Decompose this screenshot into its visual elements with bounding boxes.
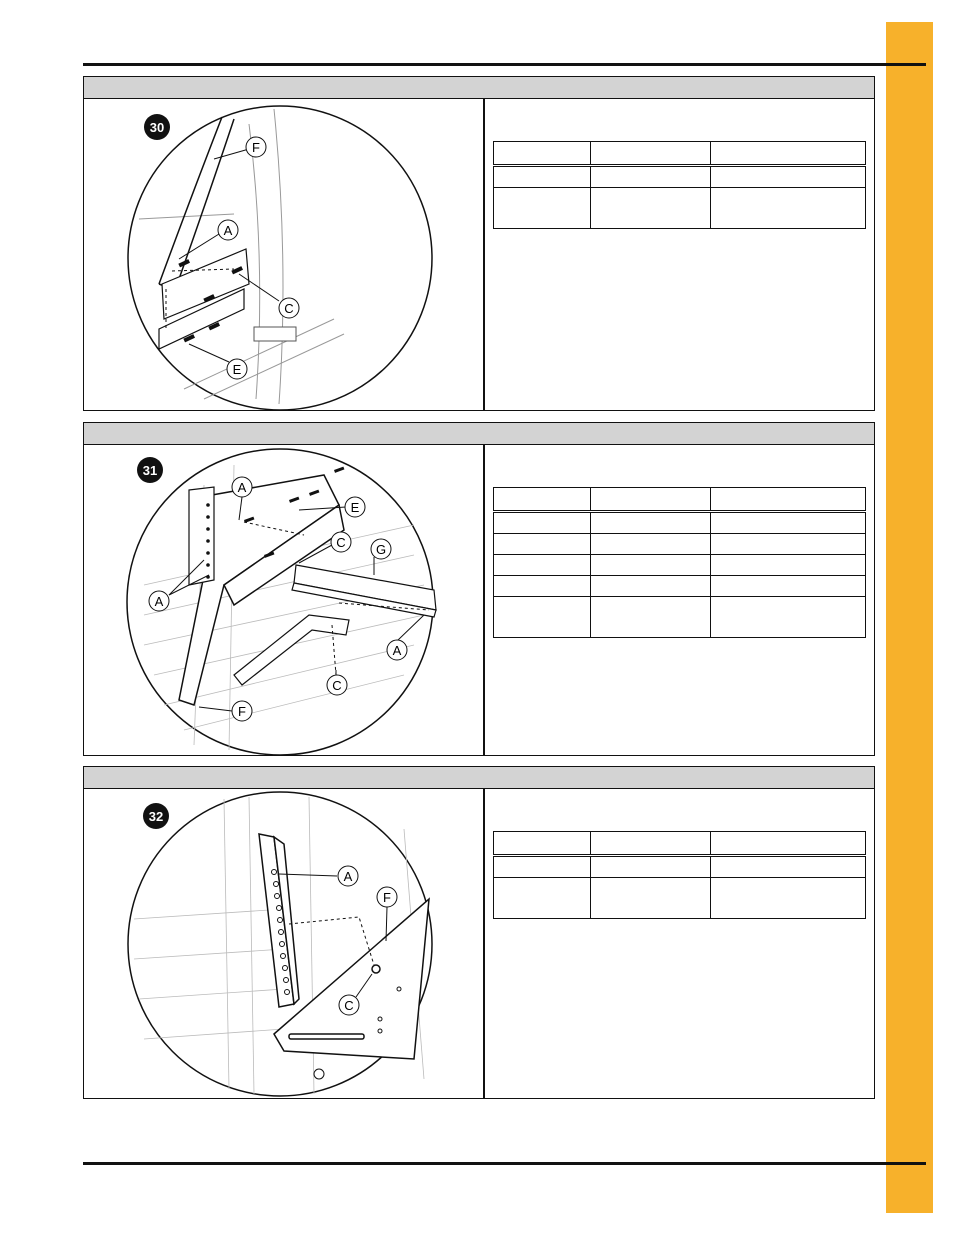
table-header-row [494, 488, 866, 512]
table-row [494, 576, 866, 597]
svg-text:C: C [336, 535, 346, 550]
svg-text:A: A [237, 480, 247, 495]
panel-divider [483, 788, 485, 1098]
svg-text:E: E [350, 500, 360, 515]
svg-text:E: E [232, 362, 242, 377]
step-panel-31 [83, 422, 875, 756]
svg-text:A: A [343, 869, 353, 884]
step-number-badge [144, 114, 170, 140]
svg-text:F: F [252, 140, 260, 155]
svg-text:C: C [344, 998, 354, 1013]
table-row [494, 188, 866, 229]
panel-header [84, 423, 874, 445]
table-row [494, 166, 866, 188]
clip [254, 327, 296, 341]
table-row [494, 555, 866, 576]
svg-text:31: 31 [142, 463, 158, 478]
table-row [494, 597, 866, 638]
svg-text:A: A [392, 643, 402, 658]
upright-e [189, 487, 214, 585]
svg-text:32: 32 [148, 809, 164, 824]
bottom-rule [83, 1162, 926, 1165]
table-row [494, 878, 866, 919]
chapter-side-tab [886, 22, 933, 1213]
step-figure-32 [84, 789, 483, 1101]
step-figure-30 [84, 99, 483, 411]
parts-table [493, 141, 866, 229]
step-panel-30 [83, 76, 875, 411]
svg-text:30: 30 [149, 120, 165, 135]
step-number-badge [137, 457, 163, 483]
detail-circle [128, 106, 432, 410]
table-row [494, 856, 866, 878]
step-number-badge [143, 803, 169, 829]
table-row [494, 512, 866, 534]
parts-table [493, 831, 866, 919]
step-panel-32 [83, 766, 875, 1099]
top-rule [83, 63, 926, 66]
step-figure-31 [84, 445, 483, 757]
svg-text:C: C [284, 301, 294, 316]
panel-divider [483, 98, 485, 410]
svg-text:C: C [332, 678, 342, 693]
table-row [494, 534, 866, 555]
svg-text:A: A [223, 223, 233, 238]
parts-table [493, 487, 866, 638]
svg-text:G: G [375, 542, 387, 557]
panel-divider [483, 444, 485, 755]
table-header-row [494, 142, 866, 166]
bolt-c [372, 965, 380, 973]
svg-text:F: F [238, 704, 246, 719]
panel-header [84, 767, 874, 789]
panel-header [84, 77, 874, 99]
svg-text:F: F [383, 890, 391, 905]
svg-text:A: A [154, 594, 164, 609]
table-header-row [494, 832, 866, 856]
